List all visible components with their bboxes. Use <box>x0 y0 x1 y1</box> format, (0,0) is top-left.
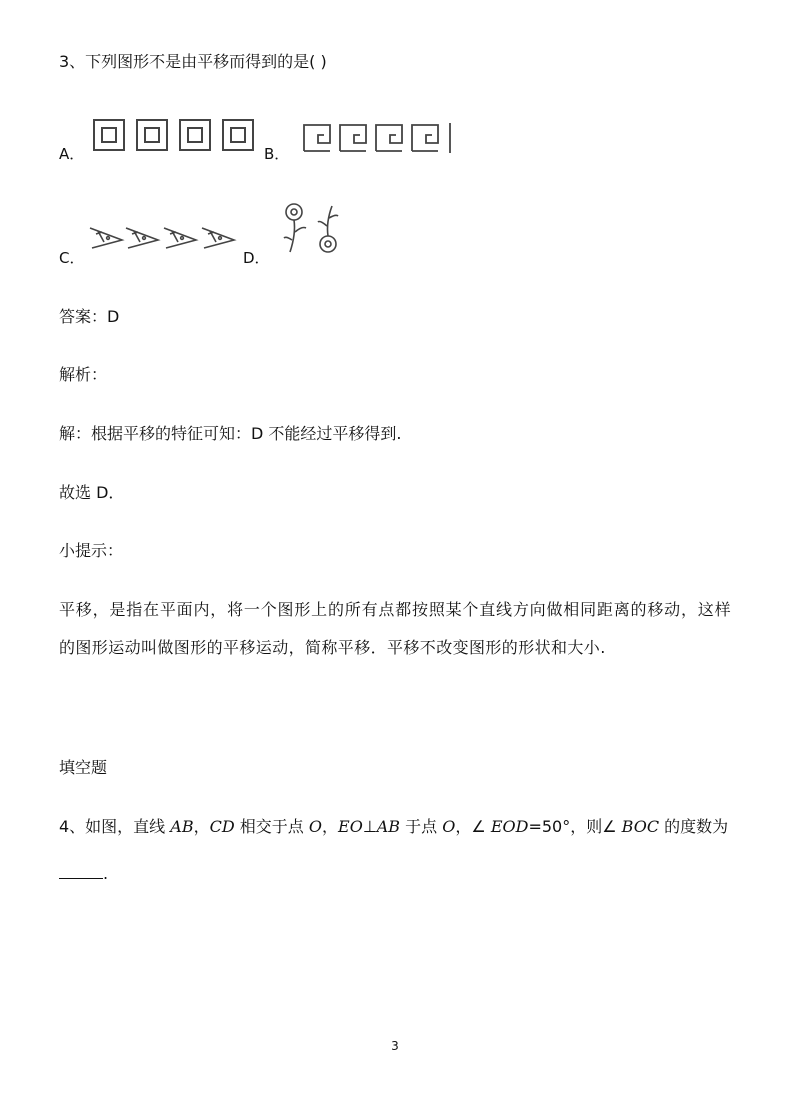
option-d-label: D． <box>243 249 270 267</box>
q4-text-2: ， <box>193 817 210 836</box>
answer-line: 答案：D <box>59 307 120 326</box>
q4-tail: . <box>103 864 109 883</box>
q4-var-ab-2: AB <box>376 817 401 836</box>
q4-text-8: =50°，则∠ <box>528 817 622 836</box>
q4-text-4: ， <box>322 817 339 836</box>
two-flowers-icon <box>278 200 348 260</box>
q4-var-o: O <box>308 817 322 836</box>
q4-var-boc: BOC <box>621 817 660 836</box>
option-b-label: B． <box>264 145 290 163</box>
q4-text-7: ，∠ <box>455 817 491 836</box>
choice-line: 故选 D． <box>59 483 125 502</box>
q4-var-ab: AB <box>170 817 194 836</box>
q4-var-o-2: O <box>442 817 456 836</box>
tip-paragraph: 平移，是指在平面内，将一个图形上的所有点都按照某个直线方向做相同距离的移动，这样的图形运动叫做图形的平移运动，简称平移．平移不改变图形的形状和大小. <box>59 600 731 657</box>
q4-text-3: 相交于点 <box>234 817 309 836</box>
section-heading: 填空题 <box>59 758 108 777</box>
greek-key-pattern-icon <box>300 121 456 157</box>
solution-line: 解：根据平移的特征可知：D 不能经过平移得到. <box>59 424 402 443</box>
answer-blank-line <box>59 864 108 884</box>
q4-var-eod: EOD <box>490 817 529 836</box>
q4-var-eo: EO <box>338 817 363 836</box>
q4-text-9: 的度数为 <box>659 817 729 836</box>
q4-text-6: 于点 <box>400 817 443 836</box>
four-arrowheads-icon <box>86 222 238 256</box>
answer-blank[interactable] <box>59 864 103 879</box>
option-a-label: A． <box>59 145 85 163</box>
question-3-stem: 3、下列图形不是由平移而得到的是( ) <box>59 52 327 71</box>
option-c-label: C． <box>59 249 85 267</box>
q4-var-cd: CD <box>209 817 235 836</box>
q4-text-1: 4、如图，直线 <box>59 817 171 836</box>
analysis-heading: 解析： <box>59 365 108 384</box>
q4-perp-symbol: ⊥ <box>362 817 377 836</box>
tip-heading: 小提示： <box>59 541 124 560</box>
question-4-stem <box>59 817 728 837</box>
page-number: 3 <box>391 1039 399 1053</box>
four-nested-squares-icon <box>92 117 262 153</box>
